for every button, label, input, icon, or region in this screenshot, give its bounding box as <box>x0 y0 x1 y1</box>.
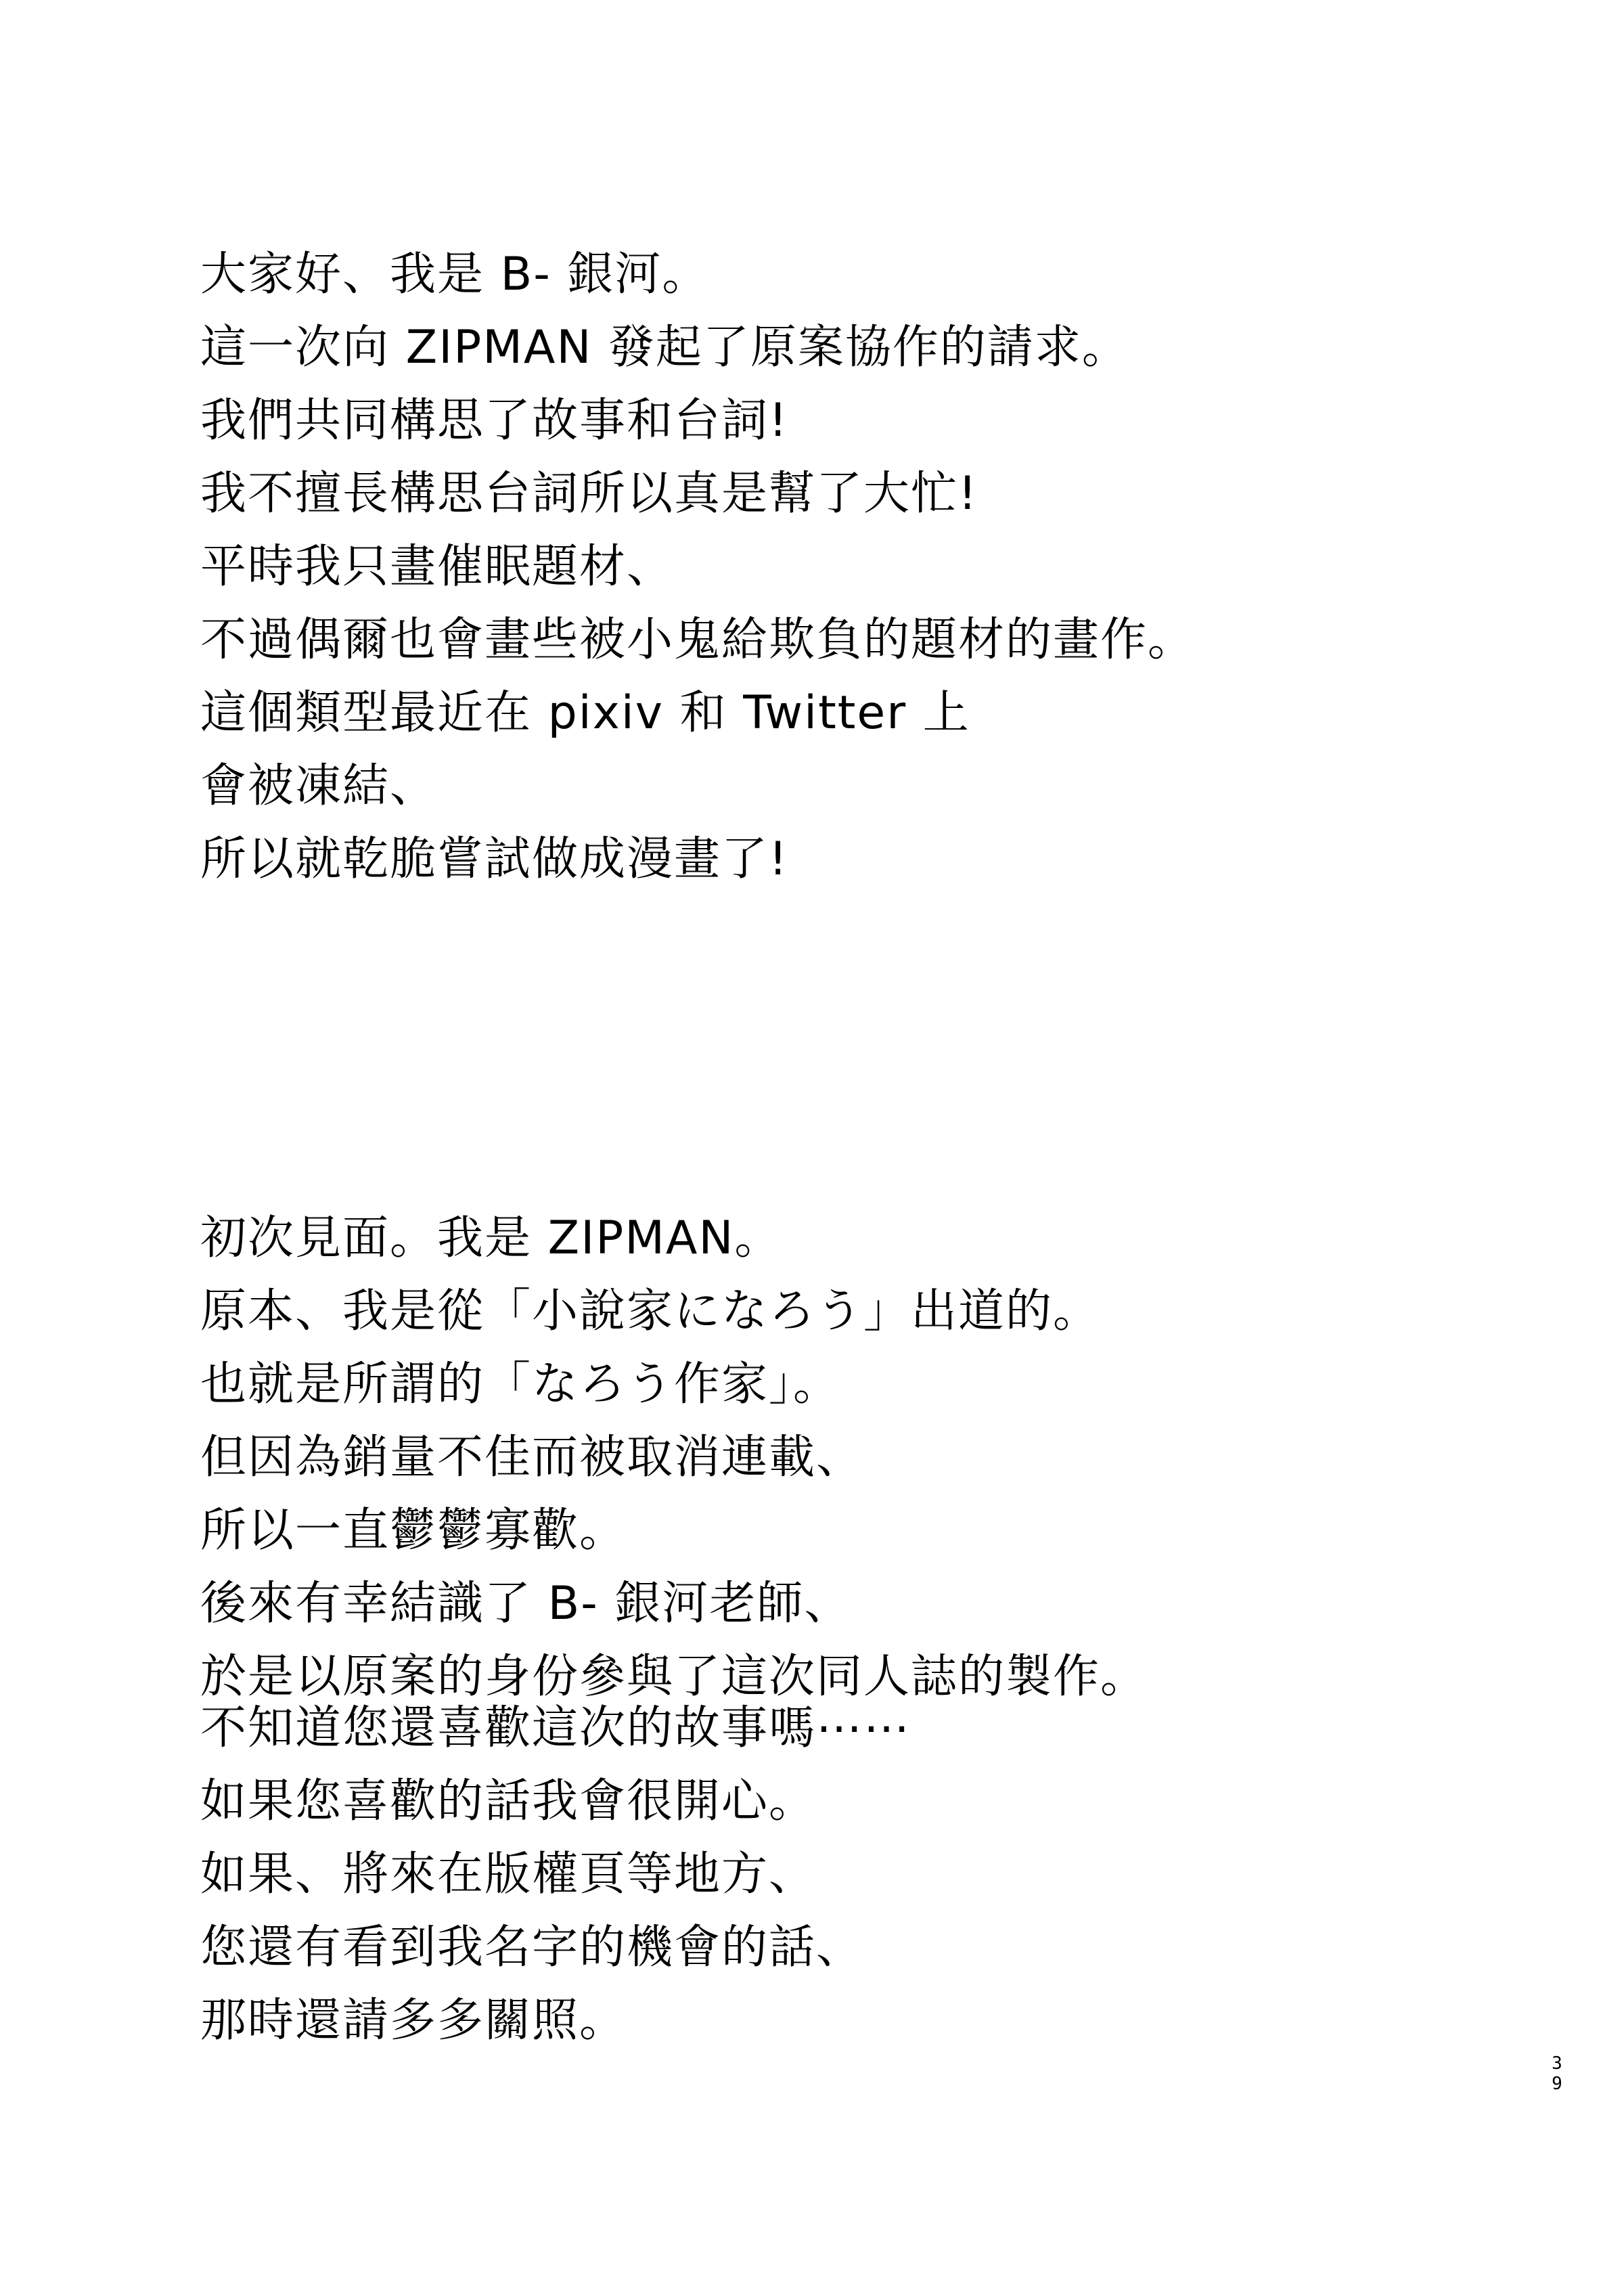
text-line: 但因為銷量不佳而被取消連載、 <box>200 1431 864 1484</box>
text-line: 於是以原案的身份參與了這次同人誌的製作。 <box>200 1650 1148 1703</box>
text-line: 您還有看到我名字的機會的話、 <box>200 1921 864 1974</box>
text-line: 不過偶爾也會畫些被小鬼給欺負的題材的畫作。 <box>200 613 1196 667</box>
text-line: 所以一直鬱鬱寡歡。 <box>200 1504 627 1557</box>
text-line: 這一次向 ZIPMAN 發起了原案協作的請求。 <box>200 321 1129 374</box>
text-line: 後來有幸結識了 B- 銀河老師、 <box>200 1577 852 1630</box>
closing-message <box>200 1692 911 2057</box>
afterword-zipman <box>200 1202 1148 1714</box>
text-line: 不知道您還喜歡這次的故事嗎⋯⋯ <box>200 1701 911 1755</box>
text-line: 原本、我是從「小說家になろう」出道的。 <box>200 1285 1101 1338</box>
text-line: 平時我只畫催眠題材、 <box>200 540 675 594</box>
page-number-digit: 3 <box>1552 2053 1562 2074</box>
afterword-b-ginga <box>200 238 1195 896</box>
page-number-digit: 9 <box>1552 2074 1562 2094</box>
text-line: 我不擅長構思台詞所以真是幫了大忙! <box>200 467 978 520</box>
text-line: 初次見面。我是 ZIPMAN。 <box>200 1211 782 1265</box>
text-line: 大家好、我是 B- 銀河。 <box>200 248 710 301</box>
page-number <box>1547 2053 1567 2094</box>
text-line: 那時還請多多關照。 <box>200 1994 627 2047</box>
text-line: 如果、將來在版權頁等地方、 <box>200 1848 817 1901</box>
text-line: 我們共同構思了故事和台詞! <box>200 394 789 447</box>
text-line: 也就是所謂的「なろう作家」。 <box>200 1358 841 1411</box>
text-line: 會被凍結、 <box>200 759 438 813</box>
text-line: 這個類型最近在 pixiv 和 Twitter 上 <box>200 686 970 740</box>
text-line: 所以就乾脆嘗試做成漫畫了! <box>200 832 789 886</box>
text-line: 如果您喜歡的話我會很開心。 <box>200 1775 817 1828</box>
